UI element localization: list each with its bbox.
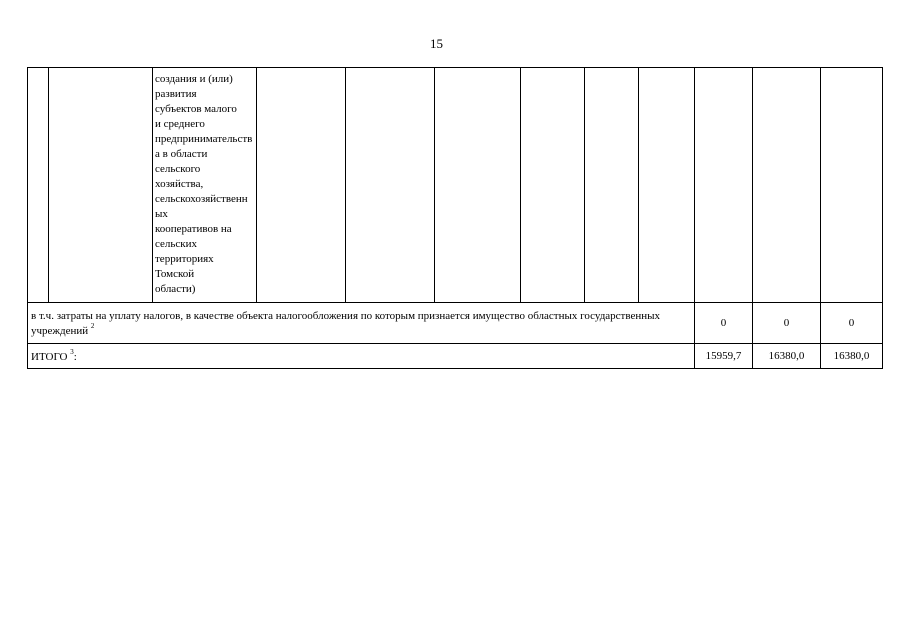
table-row-tax [28,303,883,344]
cell-empty [585,68,639,303]
tax-value-2: 0 [753,303,821,344]
tax-row-label [28,303,695,344]
tax-row-text: в т.ч. затраты на уплату налогов, в качестве объекта налогообложения по которым признается имущество областных государственных учреждений [31,310,661,337]
cell-empty [695,68,753,303]
budget-table [27,67,883,369]
table-row-total [28,344,883,369]
total-label: ИТОГО [31,351,68,363]
cell-empty [435,68,521,303]
cell-empty [346,68,435,303]
footnote-mark: 2 [90,322,95,330]
cell-empty [821,68,883,303]
description-cell: создания и (или) развития субъектов малого и среднего предпринимательства в области сельского хозяйства, сельскохозяйственных кооперативов на сельских территориях Томской области) [153,68,257,303]
total-row-label [28,344,695,369]
cell-empty [28,68,49,303]
cell-empty [49,68,153,303]
page-number: 15 [430,36,443,51]
cell-empty [753,68,821,303]
cell-empty [521,68,585,303]
total-suffix: : [73,351,77,363]
table-row-description [28,68,883,303]
total-value-3: 16380,0 [821,344,883,369]
footnote-mark: 3 [70,348,74,356]
tax-value-1: 0 [695,303,753,344]
total-value-1: 15959,7 [695,344,753,369]
cell-empty [257,68,346,303]
cell-empty [639,68,695,303]
total-value-2: 16380,0 [753,344,821,369]
tax-value-3: 0 [821,303,883,344]
